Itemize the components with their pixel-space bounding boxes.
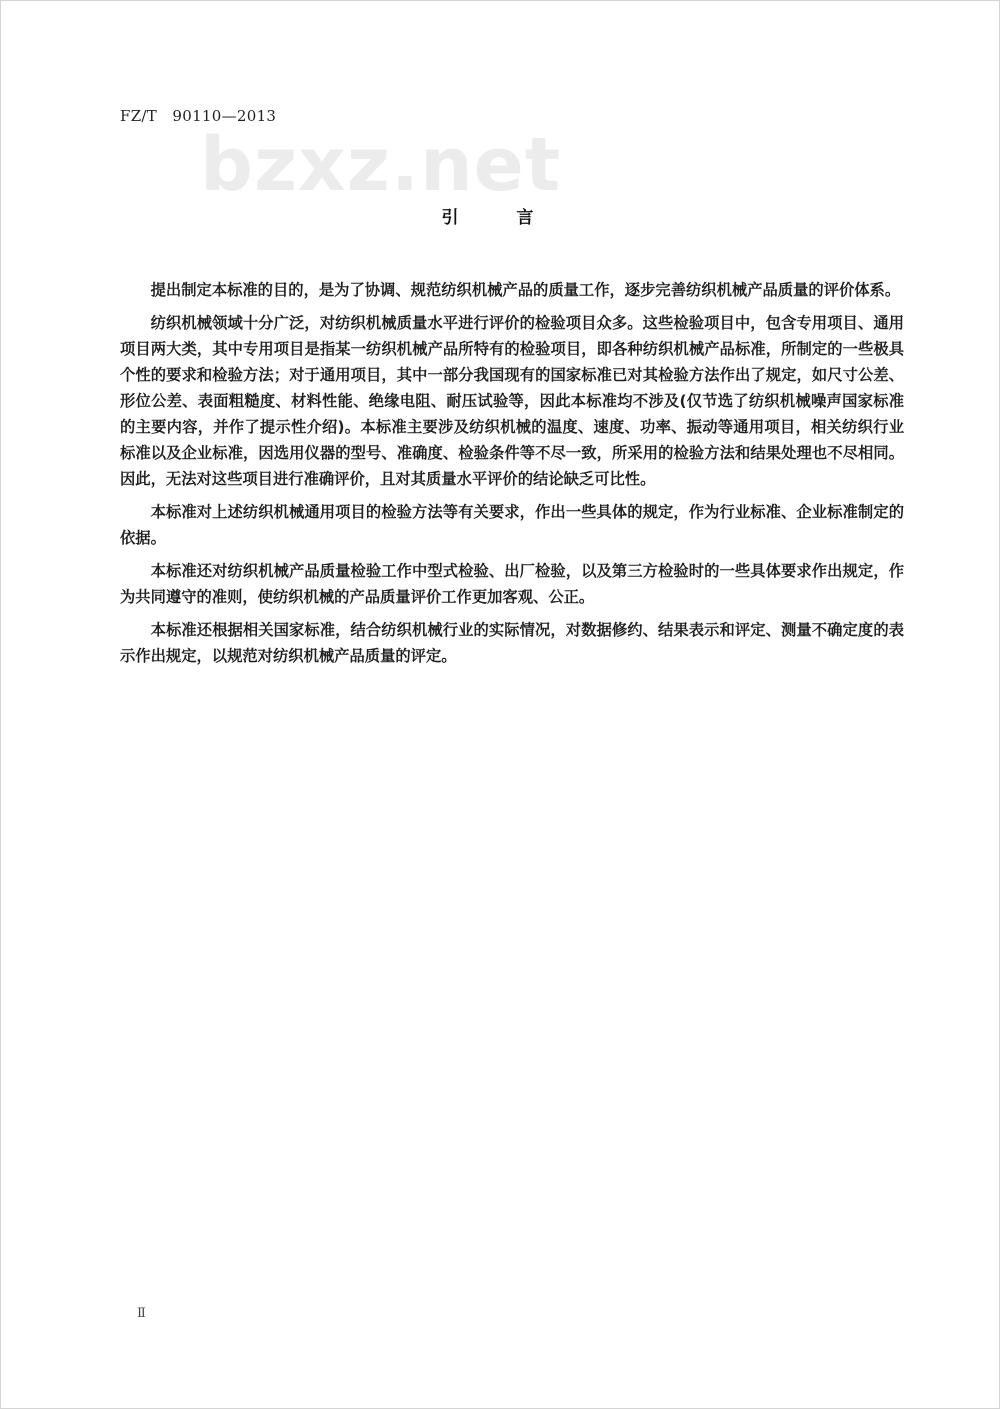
watermark-text: bzxz.net	[200, 122, 562, 208]
section-title: 引言	[441, 208, 592, 228]
standard-number: FZ/T 90110—2013	[120, 107, 277, 125]
document-body	[120, 277, 904, 676]
paragraph-basis: 本标准对上述纺织机械通用项目的检验方法等有关要求，作出一些具体的规定，作为行业标准、企业标准制定的依据。	[120, 503, 904, 547]
paragraph-inspection: 本标准还对纺织机械产品质量检验工作中型式检验、出厂检验，以及第三方检验时的一些具体要求作出规定，作为共同遵守的准则，使纺织机械的产品质量评价工作更加客观、公正。	[120, 562, 904, 606]
paragraph-purpose: 提出制定本标准的目的，是为了协调、规范纺织机械产品的质量工作，逐步完善纺织机械产品质量的评价体系。	[150, 281, 901, 299]
page-number: Ⅱ	[137, 1306, 146, 1321]
paragraph-scope: 纺织机械领域十分广泛，对纺织机械质量水平进行评价的检验项目众多。这些检验项目中，包含专用项目、通用项目两大类，其中专用项目是指某一纺织机械产品所特有的检验项目，即各种纺织机械产品标准，所制定的一些极具个性的要求和检验方法；对于通用项目，其中一部分我国现有的国家标准已对其检验方法作出了规定，如尺寸公差、形位公差、表面粗糙度、材料性能、绝缘电阻、耐压试验等，因此本标准均不涉及(仅节选了纺织机械噪声国家标准的主要内容，并作了提示性介绍)。本标准主要涉及纺织机械的温度、速度、功率、振动等通用项目，相关纺织行业标准以及企业标准，因选用仪器的型号、准确度、检验条件等不尽一致，所采用的检验方法和结果处理也不尽相同。因此，无法对这些项目进行准确评价，且对其质量水平评价的结论缺乏可比性。	[120, 314, 904, 488]
paragraph-evaluation: 本标准还根据相关国家标准，结合纺织机械行业的实际情况，对数据修约、结果表示和评定、测量不确定度的表示作出规定，以规范对纺织机械产品质量的评定。	[120, 621, 904, 665]
